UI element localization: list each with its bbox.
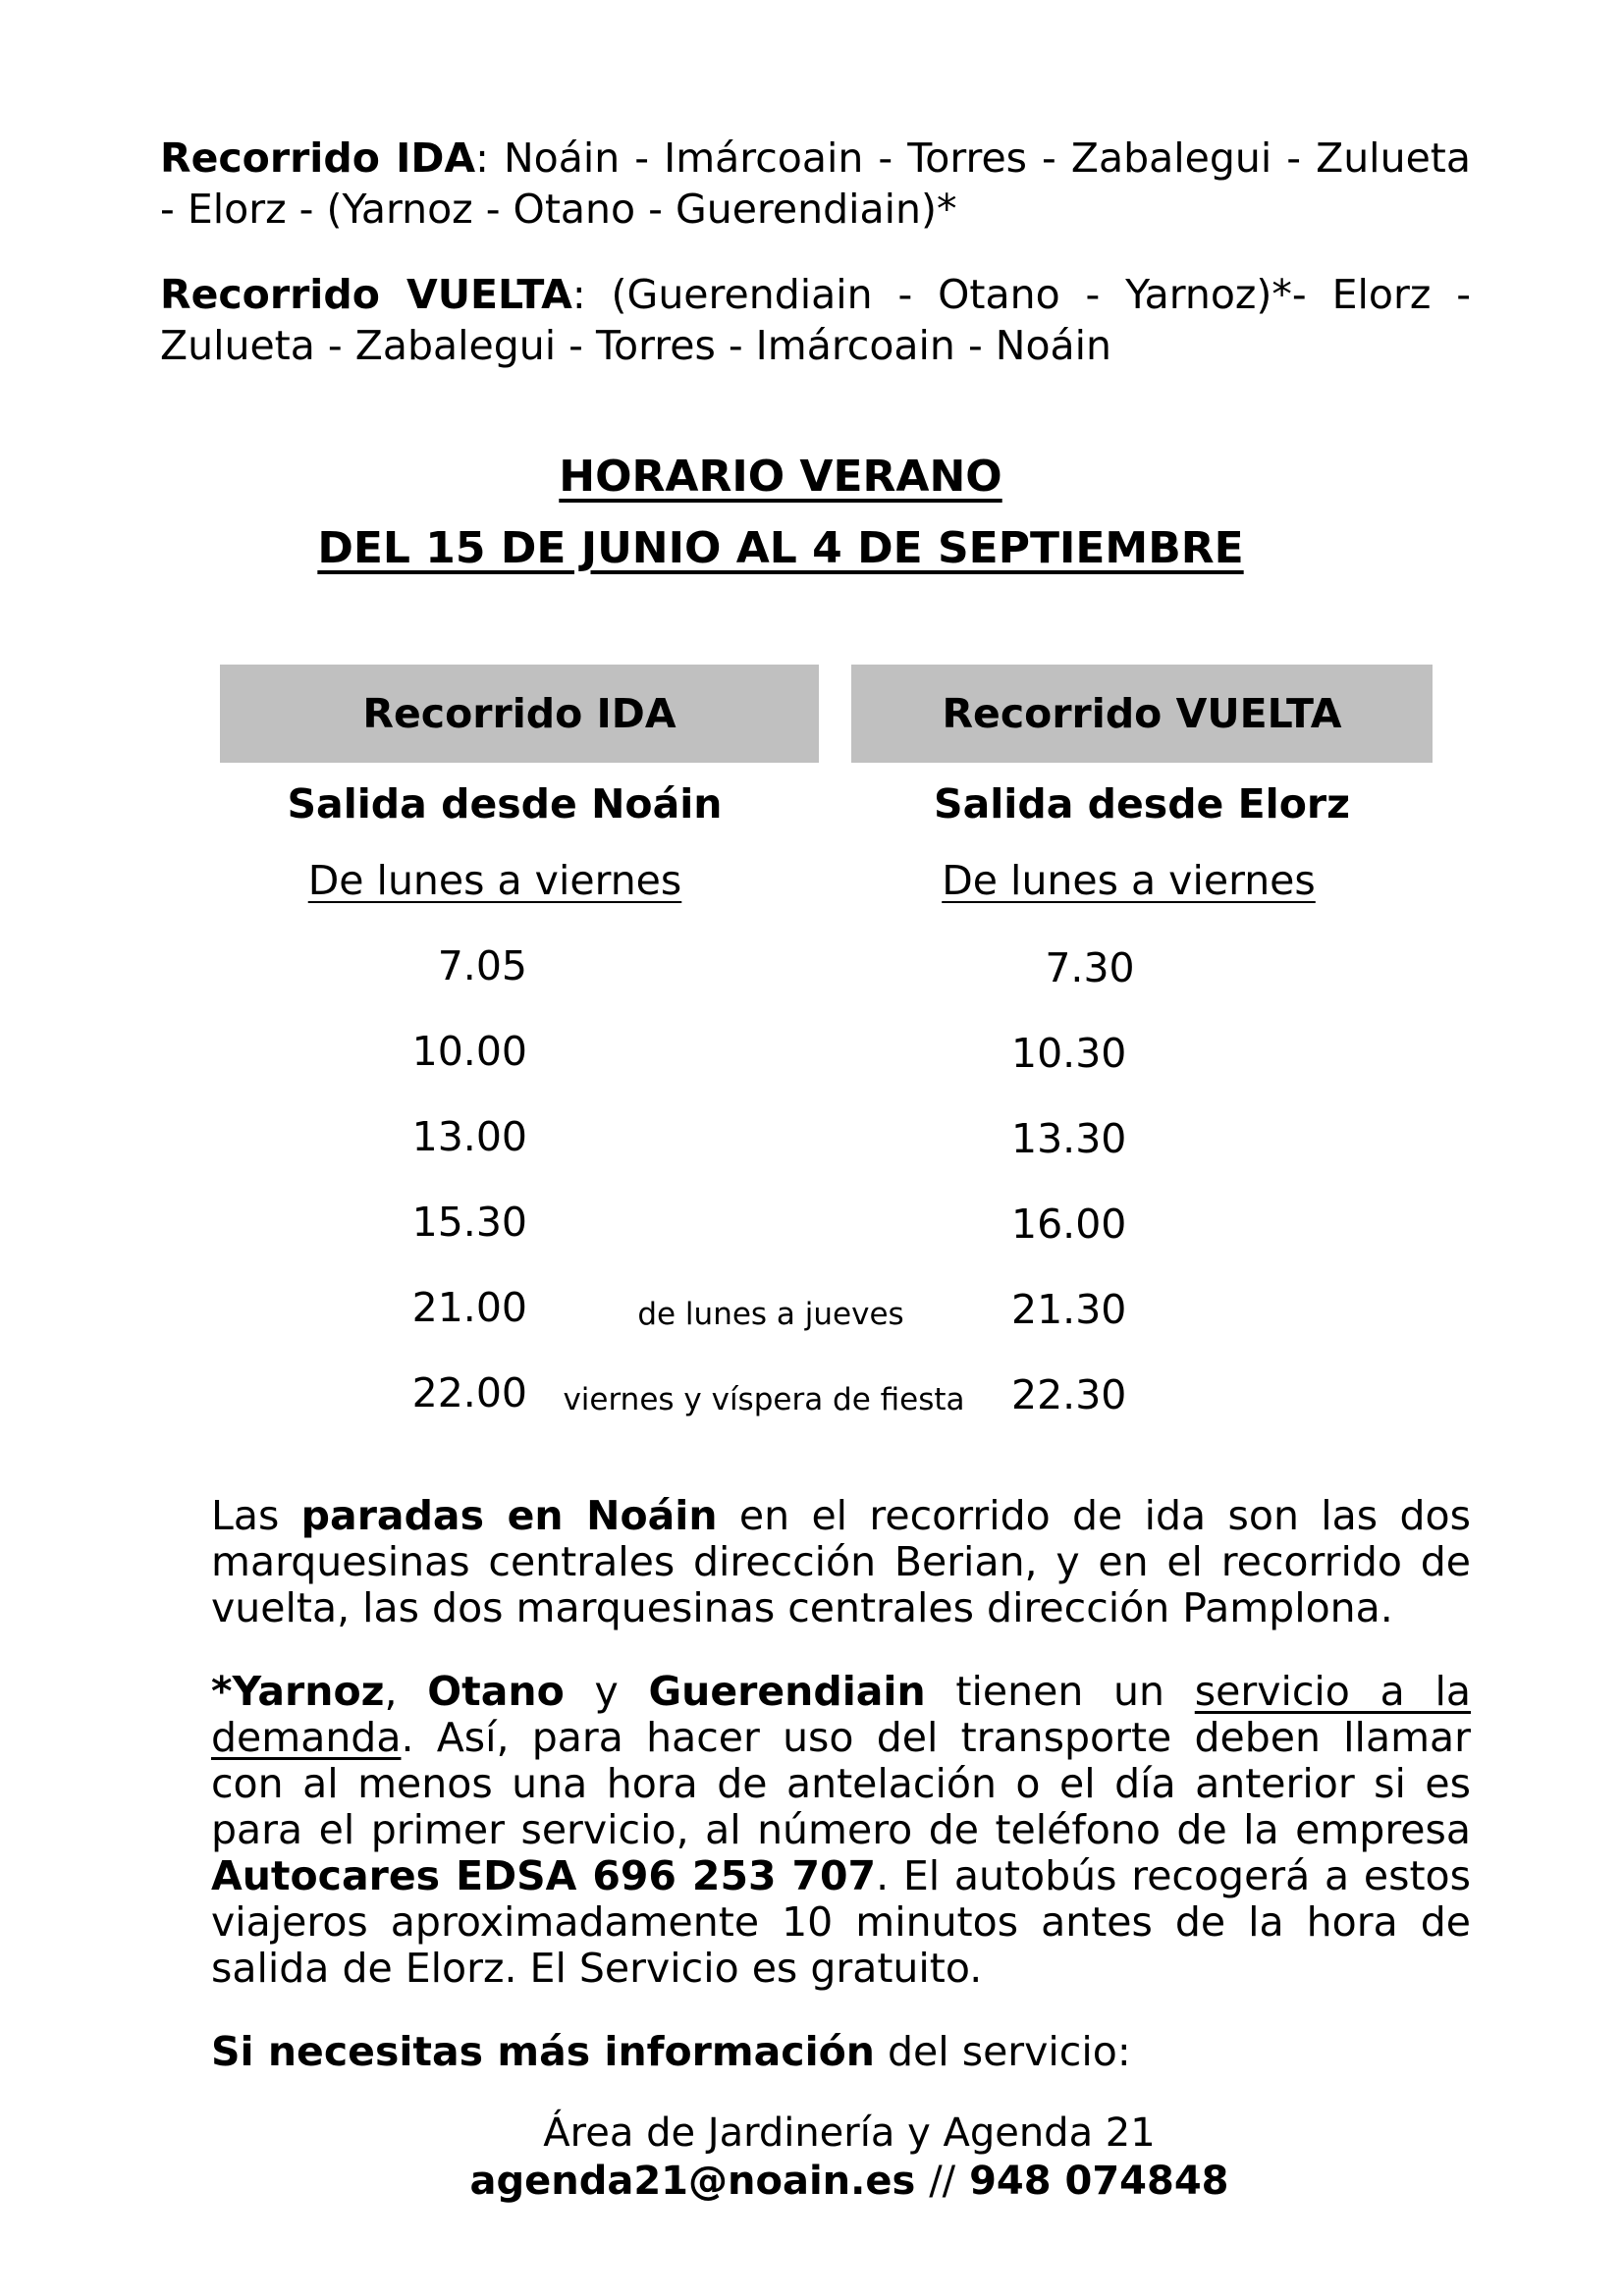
- demand-yarnoz: *Yarnoz: [211, 1668, 385, 1715]
- ida-time: 21.00: [411, 1284, 527, 1331]
- demand-text-end: . El autobús recogerá a estos viajeros aproximadamente 10 minutos antes de la hora de salida de Elorz. El Servicio es gratuito.: [211, 1852, 1471, 1992]
- route-vuelta: Recorrido VUELTA: (Guerendiain - Otano - Yarnoz)*- Elorz - Zulueta - Zabalegui - Torres - Imárcoain - Noáin: [160, 271, 1471, 369]
- vuelta-time: 16.00: [1011, 1201, 1127, 1248]
- stops-paragraph: [211, 1493, 1471, 1631]
- route-vuelta-stops: (Guerendiain - Otano - Yarnoz)*- Elorz - Zulueta - Zabalegui - Torres - Imárcoain - Noáin: [160, 271, 1471, 369]
- route-ida: Recorrido IDA: Noáin - Imárcoain - Torres - Zabalegui - Zulueta - Elorz - (Yarnoz - Otano - Guerendiain)*: [160, 134, 1471, 233]
- ida-departure: Salida desde Noáin: [287, 780, 723, 828]
- demand-service-underlined: servicio a la demanda: [211, 1668, 1471, 1761]
- route-vuelta-label: Recorrido VUELTA: [160, 271, 572, 318]
- ida-time: 13.00: [411, 1113, 527, 1160]
- demand-otano: Otano: [427, 1668, 565, 1715]
- note-fri-eve: viernes y víspera de fiesta: [563, 1382, 965, 1417]
- demand-and: y: [564, 1668, 649, 1715]
- vuelta-time: 7.30: [1045, 944, 1135, 991]
- demand-text-body: . Así, para hacer uso del transporte deben llamar con al menos una hora de antelación o el día anterior si es para el primer servicio, al número de teléfono de la empresa: [211, 1714, 1471, 1853]
- stops-bold: paradas en Noáin: [300, 1492, 718, 1539]
- ida-time: 7.05: [437, 942, 527, 989]
- vuelta-time: 10.30: [1011, 1030, 1127, 1077]
- schedule-dates: DEL 15 DE JUNIO AL 4 DE SEPTIEMBRE: [317, 523, 1244, 573]
- ida-time: 10.00: [411, 1028, 527, 1075]
- more-info-rest: del servicio:: [875, 2028, 1131, 2075]
- ida-header: Recorrido IDA: [220, 665, 819, 763]
- contact-line: [0, 2159, 1623, 2204]
- contact-separator: //: [929, 2159, 956, 2204]
- stops-text-rest: en el recorrido de ida son las dos marquesinas centrales dirección Berian, y en el recorrido de vuelta, las dos marquesinas centrales dirección Pamplona.: [211, 1492, 1471, 1631]
- note-mon-thu: de lunes a jueves: [637, 1297, 904, 1332]
- ida-time: 22.00: [411, 1369, 527, 1416]
- vuelta-time: 22.30: [1011, 1371, 1127, 1418]
- vuelta-time: 13.30: [1011, 1115, 1127, 1162]
- vuelta-departure: Salida desde Elorz: [934, 780, 1350, 828]
- vuelta-days: De lunes a viernes: [942, 857, 1316, 904]
- demand-guerendiain: Guerendiain: [648, 1668, 926, 1715]
- demand-sep: ,: [384, 1668, 428, 1715]
- more-info-bold: Si necesitas más información: [211, 2028, 875, 2075]
- route-ida-stops: Noáin - Imárcoain - Torres - Zabalegui - Zulueta - Elorz - (Yarnoz - Otano - Guerendiain)*: [160, 134, 1471, 233]
- schedule-title: HORARIO VERANO: [559, 452, 1002, 502]
- contact-department: Área de Jardinería y Agenda 21: [543, 2110, 1156, 2156]
- stops-text: Las: [211, 1492, 301, 1539]
- demand-paragraph: [211, 1669, 1471, 1992]
- vuelta-header: Recorrido VUELTA: [851, 665, 1433, 763]
- vuelta-time: 21.30: [1011, 1286, 1127, 1333]
- more-info-line: [211, 2028, 1131, 2075]
- route-ida-label: Recorrido IDA: [160, 134, 476, 182]
- contact-email[interactable]: agenda21@noain.es: [469, 2159, 916, 2204]
- demand-company-phone: Autocares EDSA 696 253 707: [211, 1852, 877, 1899]
- ida-time: 15.30: [411, 1199, 527, 1246]
- demand-text: tienen un: [925, 1668, 1195, 1715]
- contact-phone[interactable]: 948 074848: [969, 2159, 1229, 2204]
- ida-days: De lunes a viernes: [307, 857, 682, 904]
